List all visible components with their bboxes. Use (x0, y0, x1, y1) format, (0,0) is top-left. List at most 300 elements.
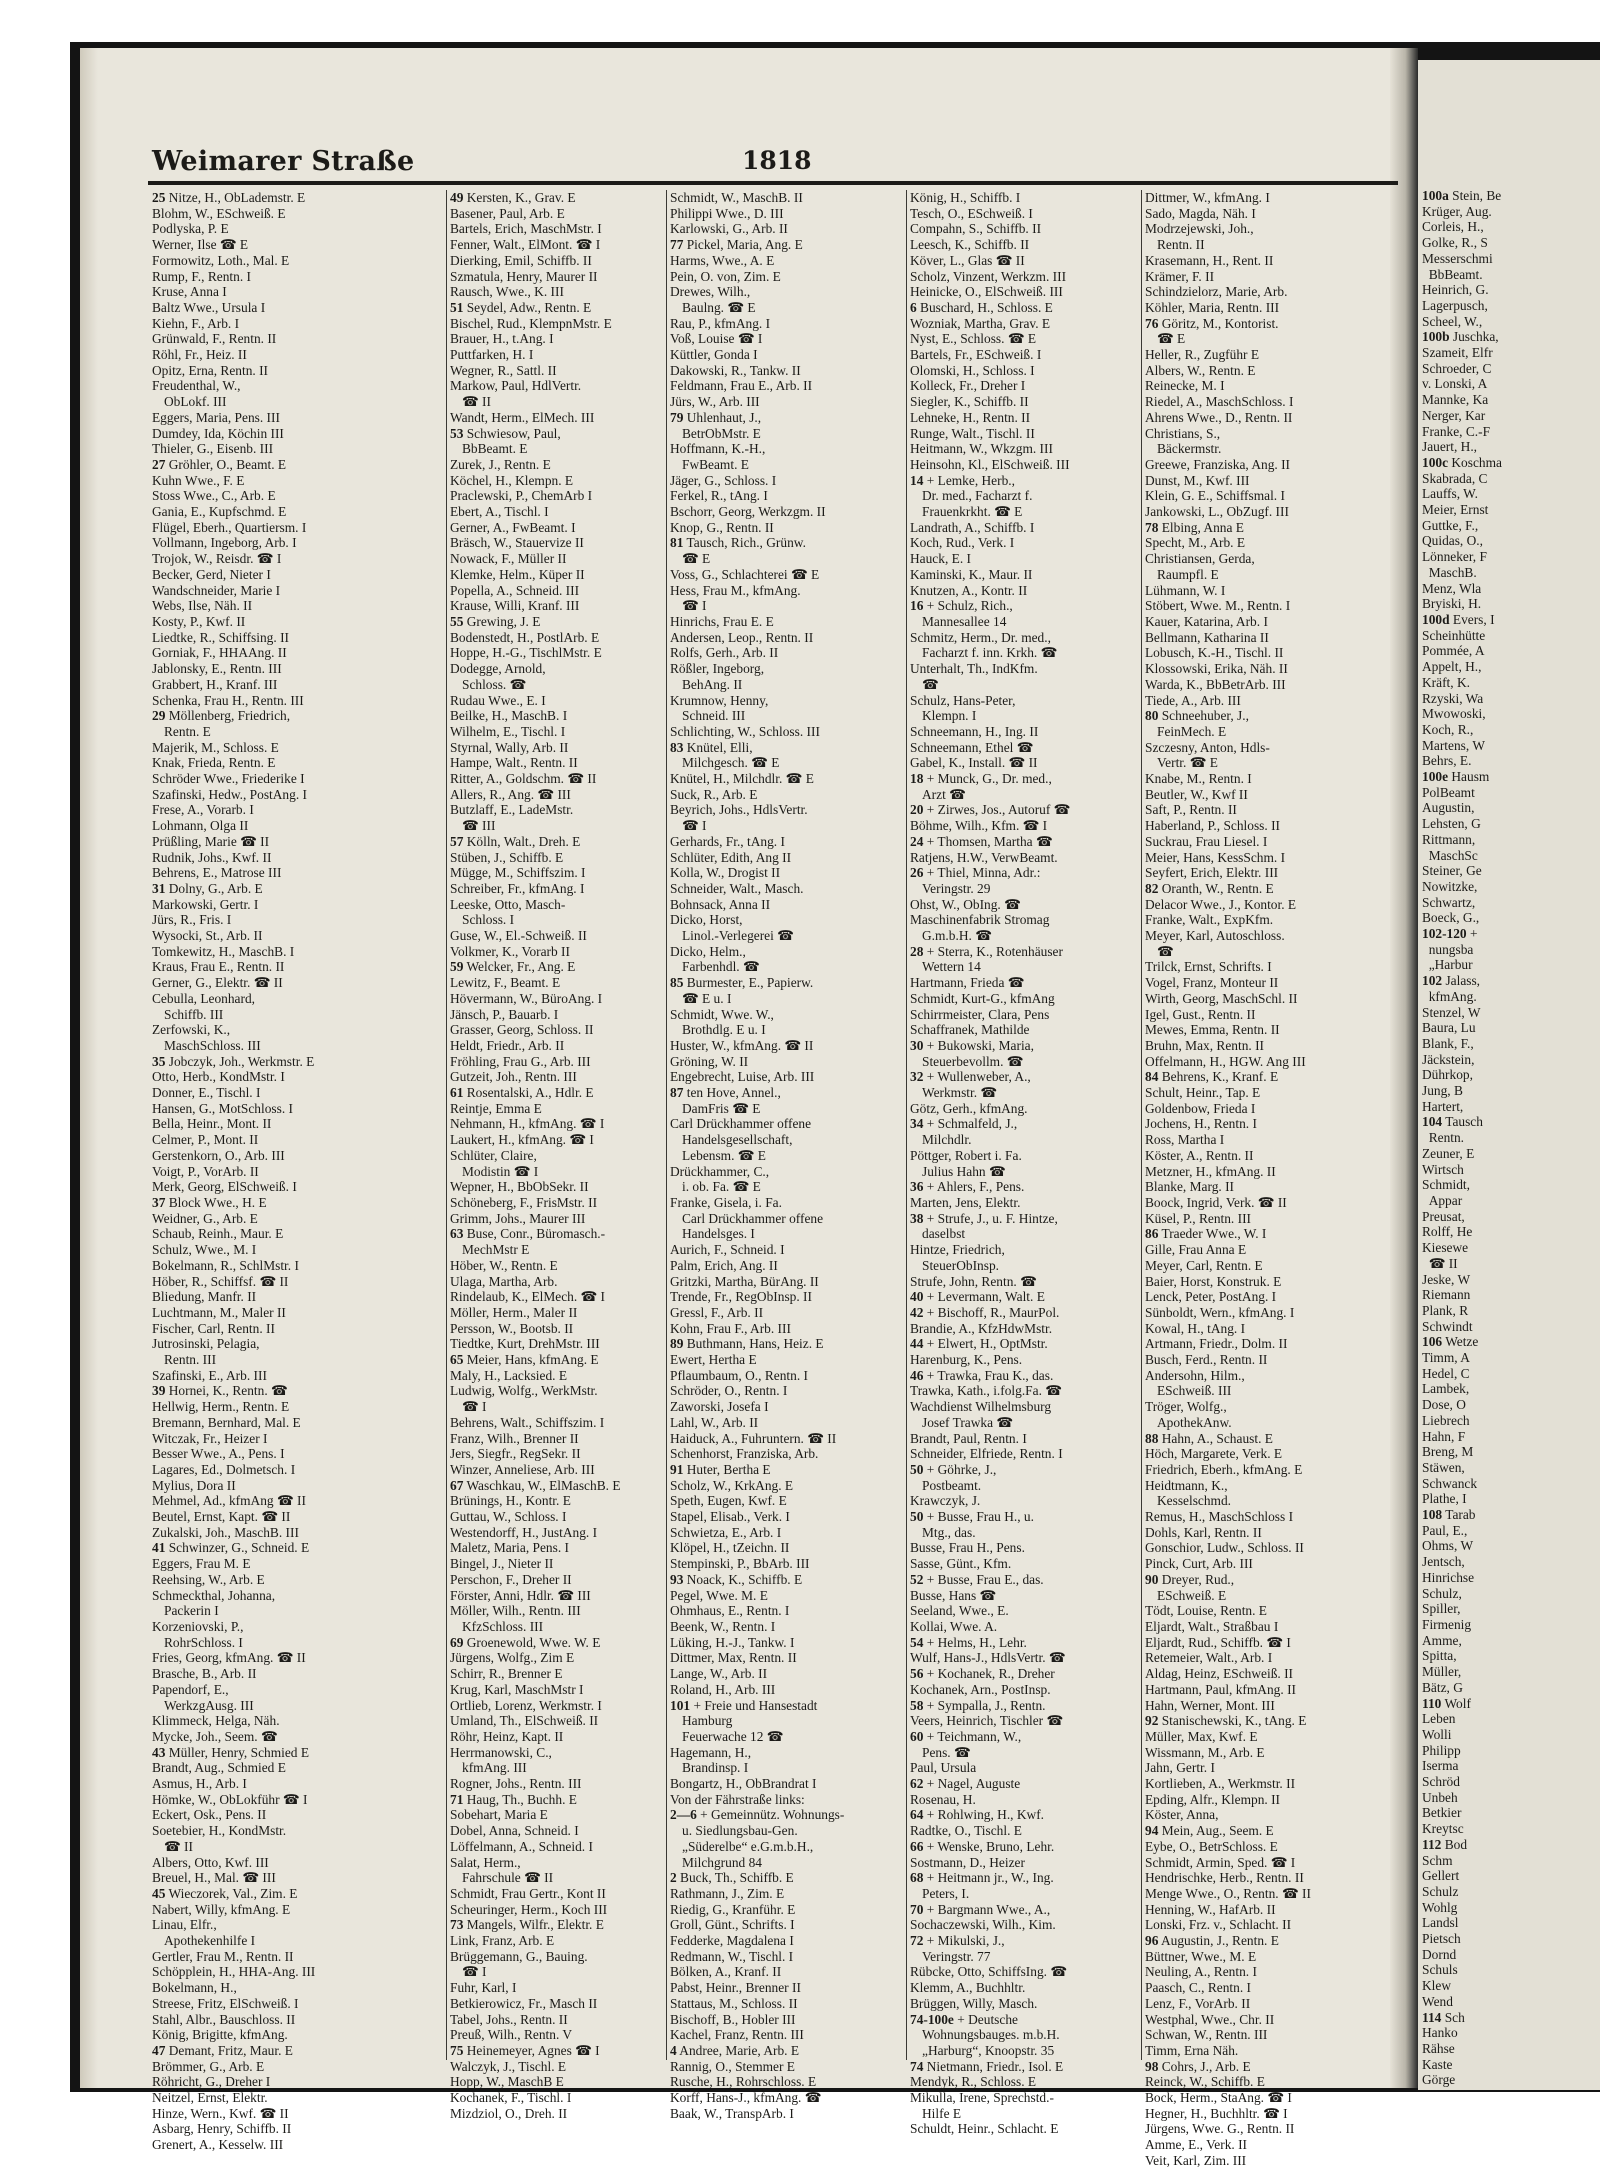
facing-page-entry: Liebrech (1422, 1412, 1470, 1428)
directory-entry: Mikulla, Irene, Sprechstd.- (910, 2090, 1054, 2106)
directory-entry: Handelsgesellschaft, (682, 1132, 793, 1148)
directory-entry: Rusche, H., Rohrschloss. E (670, 2074, 817, 2090)
directory-entry: Eljardt, Rud., Schiffb. ☎ I (1145, 1634, 1291, 1650)
house-number: 32 (910, 1069, 924, 1085)
directory-entry: Lobusch, K.-H., Tischl. II (1145, 645, 1284, 661)
house-number: 104 (1422, 1114, 1443, 1130)
directory-entry: König, H., Schiffb. I (910, 190, 1021, 205)
facing-page-entry: 106 Wetze (1422, 1334, 1479, 1350)
directory-entry: Reintje, Emma E (450, 1100, 542, 1116)
directory-entry: 36 + Ahlers, F., Pens. (910, 1179, 1025, 1195)
directory-entry: Harms, Wwe., A. E (670, 252, 775, 268)
directory-entry: ☎ II (462, 394, 491, 410)
directory-entry: Cebulla, Leonhard, (152, 990, 255, 1006)
directory-entry: Szafinski, E., Arb. III (152, 1367, 267, 1383)
directory-entry: Fedderke, Magdalena I (670, 1933, 794, 1949)
directory-entry: Klöpel, H., tZeichn. II (670, 1540, 790, 1556)
directory-entry: Roland, H., Arb. III (670, 1681, 776, 1697)
directory-entry: Kochanek, Arn., PostInsp. (910, 1681, 1051, 1697)
directory-entry: Röhl, Fr., Heiz. II (152, 347, 247, 363)
directory-entry: Ulaga, Martha, Arb. (450, 1273, 558, 1289)
directory-entry: Streese, Fritz, ElSchweiß. I (152, 1995, 299, 2011)
directory-entry: Schneider, Walt., Masch. (670, 880, 804, 896)
directory-entry: 80 Schneehuber, J., (1145, 708, 1249, 724)
directory-entry: Feldmann, Frau E., Arb. II (670, 378, 813, 394)
directory-entry: ☎ I (682, 598, 707, 614)
directory-entry: Palm, Erich, Ang. II (670, 1257, 778, 1273)
house-number: 79 (670, 409, 684, 425)
directory-entry: Link, Franz, Arb. E (450, 1933, 555, 1949)
directory-entry: Schulz, Wwe., M. I (152, 1242, 257, 1258)
house-number: 101 (670, 1697, 691, 1713)
facing-page-entry: Kreytsc (1422, 1821, 1464, 1837)
house-number: 54 (910, 1634, 924, 1650)
directory-entry: Albers, W., Rentn. E (1145, 362, 1256, 378)
directory-entry: 31 Dolny, G., Arb. E (152, 880, 263, 896)
directory-entry: BetrObMstr. E (682, 425, 761, 441)
directory-entry: Schmidt, Armin, Sped. ☎ I (1145, 1854, 1296, 1870)
house-number: 52 (910, 1571, 924, 1587)
directory-entry: Lagares, Ed., Dolmetsch. I (152, 1461, 296, 1477)
house-number: 60 (910, 1728, 924, 1744)
directory-entry: Steuerbevollm. ☎ (922, 1053, 1024, 1069)
facing-page-entry: Plathe, I (1422, 1491, 1467, 1507)
house-number: 100a (1422, 188, 1449, 203)
directory-entry: Raumpfl. E (1157, 566, 1219, 582)
house-number: 36 (910, 1179, 924, 1195)
directory-entry: Markow, Paul, HdlVertr. (450, 378, 582, 394)
directory-entry: ☎ I (462, 1399, 487, 1415)
directory-entry: Röhricht, G., Dreher I (152, 2074, 271, 2090)
directory-entry: Strufe, John, Rentn. ☎ (910, 1273, 1037, 1289)
facing-page-entry: Schwanck (1422, 1475, 1478, 1491)
directory-entry: Friedrich, Eberh., kfmAng. E (1145, 1461, 1303, 1477)
directory-entry: Schröder, O., Rentn. I (670, 1383, 788, 1399)
directory-entry: Mügge, M., Schiffszim. I (450, 865, 586, 881)
directory-entry: Paul, Ursula (910, 1760, 977, 1776)
directory-entry: Schlüter, Edith, Ang II (670, 849, 792, 865)
house-number: 92 (1145, 1713, 1159, 1729)
house-number: 62 (910, 1776, 924, 1792)
directory-entry: Wohnungsbauges. m.b.H. (922, 2027, 1060, 2043)
directory-entry: Hendrischke, Herb., Rentn. II (1145, 1870, 1304, 1886)
directory-entry: Schmidt, Wwe. W., (670, 1006, 774, 1022)
house-number: 40 (910, 1289, 924, 1305)
directory-entry: Lebensm. ☎ E (682, 1147, 766, 1163)
directory-entry: 42 + Bischoff, R., MaurPol. (910, 1304, 1060, 1320)
directory-entry: Farbenhdl. ☎ (682, 959, 760, 975)
directory-entry: WerkzgAusg. III (164, 1697, 254, 1713)
directory-entry: Klossowski, Erika, Näh. II (1145, 661, 1288, 677)
house-number: 56 (910, 1666, 924, 1682)
directory-entry: Kowal, H., tAng. I (1145, 1320, 1246, 1336)
facing-page-entry: Preusat, (1422, 1208, 1465, 1224)
directory-entry: Boock, Ingrid, Verk. ☎ II (1145, 1195, 1287, 1210)
directory-entry: Remus, H., MaschSchloss I (1145, 1509, 1294, 1525)
house-number: 50 (910, 1461, 924, 1477)
directory-entry: 49 Kersten, K., Grav. E (450, 190, 576, 205)
directory-entry: Wirth, Georg, MaschSchl. II (1145, 990, 1298, 1006)
directory-entry: 61 Rosentalski, A., Hdlr. E (450, 1085, 594, 1101)
facing-page-entry: Boeck, G., (1422, 910, 1480, 926)
directory-entry: Asmus, H., Arb. I (152, 1776, 247, 1792)
directory-entry: Eggers, Maria, Pens. III (152, 409, 280, 425)
directory-entry: Hellwig, Herm., Rentn. E (152, 1399, 290, 1415)
directory-entry: Metzner, H., kfmAng. II (1145, 1163, 1276, 1179)
facing-page-entry: Müller, (1422, 1664, 1462, 1680)
directory-entry: 57 Kölln, Walt., Dreh. E (450, 833, 581, 849)
house-number: 100e (1422, 769, 1449, 785)
directory-entry: Ratjens, H.W., VerwBeamt. (910, 849, 1058, 865)
facing-page-entry: Rittmann, (1422, 831, 1476, 847)
house-number: 58 (910, 1697, 924, 1713)
directory-entry: Papendorf, E., (152, 1681, 229, 1697)
directory-entry: Schmitz, Herm., Dr. med., (910, 629, 1051, 645)
directory-entry: Bokelmann, H., (152, 1980, 237, 1996)
facing-page-entry: Wohlg (1422, 1899, 1458, 1915)
directory-entry: Hoppe, H.-G., TischlMstr. E (450, 645, 602, 661)
house-number: 31 (152, 880, 166, 896)
directory-entry: Amme, E., Verk. II (1145, 2137, 1248, 2153)
house-number: 2 (670, 1870, 677, 1886)
directory-entry: Schlichting, W., Schloss. III (670, 723, 820, 739)
directory-entry: Löffelmann, A., Schneid. I (450, 1838, 593, 1854)
house-number: 44 (910, 1336, 924, 1352)
facing-page-entry: Steiner, Ge (1422, 863, 1482, 879)
directory-entry: 82 Oranth, W., Rentn. E (1145, 880, 1274, 896)
header-rule (148, 181, 1398, 185)
house-number: 85 (670, 975, 684, 991)
directory-entry: Busse, Frau H., Pens. (910, 1540, 1025, 1556)
directory-entry: Jürs, W., Arb. III (670, 394, 760, 410)
directory-entry: ☎ E u. I (682, 990, 732, 1006)
directory-entry: Zaworski, Josefa I (670, 1399, 769, 1415)
directory-entry: Lonski, Frz. v., Schlacht. II (1145, 1917, 1292, 1933)
directory-entry: Drückhammer, C., (670, 1163, 770, 1179)
directory-entry: Rau, P., kfmAng. I (670, 315, 771, 331)
directory-entry: Engebrecht, Luise, Arb. III (670, 1069, 815, 1085)
directory-entry: Kochanek, F., Tischl. I (450, 2090, 572, 2106)
directory-entry: Schneemann, Ethel ☎ (910, 739, 1034, 755)
directory-entry: Gröning, W. II (670, 1053, 749, 1069)
directory-entry: Dakowski, R., Tankw. II (670, 362, 801, 378)
facing-page-entry: Blank, F., (1422, 1035, 1474, 1051)
directory-entry: Betkierowicz, Fr., Masch II (450, 1995, 598, 2011)
directory-entry: Korzeniovski, P., (152, 1618, 244, 1634)
house-number: 18 (910, 771, 924, 787)
directory-entry: Zurek, J., Rentn. E (450, 456, 551, 472)
directory-entry: Rentn. E (164, 723, 211, 739)
directory-entry: Scholz, W., KrkAng. E (670, 1477, 794, 1493)
facing-page-entry: Firmenig (1422, 1616, 1472, 1632)
directory-entry: Veringstr. 77 (922, 1948, 991, 1964)
directory-entry: Krug, Karl, MaschMstr I (450, 1681, 584, 1697)
facing-page-entry: Mwowoski, (1422, 706, 1486, 722)
directory-entry: ☎ (922, 676, 939, 692)
directory-entry: Rudau Wwe., E. I (450, 692, 546, 708)
directory-entry: Handelsges. I (682, 1226, 755, 1242)
directory-entry: Gerstenkorn, O., Arb. III (152, 1147, 285, 1163)
directory-entry: Knütel, H., Milchdlr. ☎ E (670, 771, 814, 787)
directory-entry: Persson, W., Bootsb. II (450, 1320, 574, 1336)
facing-page-entry: Zeuner, E (1422, 1145, 1475, 1161)
directory-entry: Franz, Wilh., Brenner II (450, 1430, 579, 1446)
facing-page-entry: Golke, R., S (1422, 235, 1488, 251)
directory-entry: 83 Knütel, Elli, (670, 739, 753, 755)
facing-page-entry: Schroeder, C (1422, 360, 1492, 376)
directory-entry: Fröhling, Frau G., Arb. III (450, 1053, 591, 1069)
directory-entry: Lohmann, Olga II (152, 818, 249, 834)
directory-entry: Schreiber, Fr., kfmAng. I (450, 880, 585, 896)
house-number: 88 (1145, 1430, 1159, 1446)
directory-entry: Mycke, Joh., Seem. ☎ (152, 1728, 278, 1744)
directory-entry: G.m.b.H. ☎ (922, 928, 992, 944)
directory-entry: Gutzeit, Joh., Rentn. III (450, 1069, 577, 1085)
house-number: 81 (670, 535, 684, 551)
directory-entry: Rentn. III (164, 1352, 217, 1368)
directory-entry: Ewert, Hertha E (670, 1352, 757, 1368)
facing-page-entry: Wolli (1422, 1726, 1452, 1742)
facing-page-entry: Krüger, Aug. (1422, 203, 1492, 219)
house-number: 27 (152, 456, 166, 472)
directory-entry: 53 Schwiesow, Paul, (450, 425, 561, 441)
directory-entry: Formowitz, Loth., Mal. E (152, 252, 290, 268)
directory-entry: Busse, Hans ☎ (910, 1587, 997, 1603)
facing-page-entry: Lehsten, G (1422, 816, 1481, 832)
directory-entry: Bodenstedt, H., PostlArb. E (450, 629, 600, 645)
directory-entry: Tödt, Louise, Rentn. E (1145, 1603, 1267, 1619)
directory-entry: Schult, Heinr., Tap. E (1145, 1085, 1261, 1101)
directory-entry: 64 + Rohlwing, H., Kwf. (910, 1807, 1045, 1823)
directory-entry: SteuerObInsp. (922, 1257, 999, 1273)
directory-entry: Krasemann, H., Rent. II (1145, 252, 1274, 268)
house-number: 73 (450, 1917, 464, 1933)
directory-entry: Rindelaub, K., ElMech. ☎ I (450, 1289, 606, 1305)
directory-entry: Winzer, Anneliese, Arb. III (450, 1461, 595, 1477)
facing-page-entry: Rentn. (1422, 1130, 1465, 1146)
directory-entry: Kuhn Wwe., F. E (152, 472, 245, 488)
facing-page-entry: Baura, Lu (1422, 1020, 1476, 1036)
directory-entry: Klemke, Helm., Küper II (450, 566, 585, 582)
directory-entry: Bohnsack, Anna II (670, 896, 771, 912)
directory-entry: Riedig, G., Kranführ. E (670, 1901, 796, 1917)
facing-page-entry: 112 Bod (1422, 1836, 1468, 1852)
directory-entry: Donner, E., Tischl. I (152, 1085, 261, 1101)
directory-entry: FeinMech. E (1157, 723, 1227, 739)
directory-entry: Brothdlg. E u. I (682, 1022, 766, 1038)
directory-entry: Korff, Hans-J., kfmAng. ☎ (670, 2090, 822, 2106)
directory-entry: Grenert, A., Kesselw. III (152, 2137, 284, 2153)
directory-entry: DamFris ☎ E (682, 1100, 761, 1116)
house-number: 80 (1145, 708, 1159, 724)
directory-entry: Tiedtke, Kurt, DrehMstr. III (450, 1336, 600, 1352)
house-number: 106 (1422, 1334, 1443, 1350)
directory-entry: Rentn. II (1157, 237, 1205, 253)
house-number: 83 (670, 739, 684, 755)
directory-entry: BehAng. II (682, 676, 743, 692)
house-number: 64 (910, 1807, 924, 1823)
directory-entry: Stahl, Albr., Bauschloss. II (152, 2011, 296, 2027)
directory-entry: Bremann, Bernhard, Mal. E (152, 1414, 301, 1430)
directory-entry: 60 + Teichmann, W., (910, 1728, 1022, 1744)
directory-entry: Hampe, Walt., Rentn. II (450, 755, 578, 771)
directory-entry: Stüben, J., Schiffb. E (450, 849, 564, 865)
directory-entry: „Harburg“, Knoopstr. 35 (922, 2042, 1055, 2058)
directory-entry: Meier, Hans, KessSchm. I (1145, 849, 1286, 865)
directory-entry: Herrmanowski, C., (450, 1744, 552, 1760)
directory-entry: 28 + Sterra, K., Rotenhäuser (910, 943, 1063, 959)
directory-entry: Tiede, A., Arb. III (1145, 692, 1241, 708)
directory-entry: ESchweiß. III (1157, 1383, 1232, 1399)
directory-entry: Gerhards, Fr., tAng. I (670, 833, 785, 849)
directory-entry: 56 + Kochanek, R., Dreher (910, 1666, 1055, 1682)
facing-page-entry: Meier, Ernst (1422, 502, 1489, 518)
house-number: 112 (1422, 1836, 1442, 1852)
directory-entry: Mtg., das. (922, 1524, 976, 1540)
house-number: 6 (910, 299, 917, 315)
house-number: 59 (450, 959, 464, 975)
facing-page-entry: 108 Tarab (1422, 1507, 1476, 1523)
directory-entry: Retemeier, Walt., Arb. I (1145, 1650, 1273, 1666)
facing-page-entry: Schwindt (1422, 1318, 1473, 1334)
directory-entry: MechMstr E (462, 1242, 530, 1258)
facing-page-entry: 100c Koschma (1422, 454, 1502, 470)
directory-entry: Rausch, Wwe., K. III (450, 284, 564, 300)
facing-page-entry: Jäckstein, (1422, 1051, 1475, 1067)
directory-entry: Bschorr, Georg, Werkzgm. II (670, 504, 826, 520)
directory-entry: Podlyska, P. E (152, 221, 229, 237)
directory-entry: Mendyk, R., Schloss. E (910, 2074, 1037, 2090)
directory-entry: Szczesny, Anton, Hdls- (1145, 739, 1270, 755)
directory-entry: Klein, G. E., Schiffsmal. I (1145, 488, 1285, 504)
facing-page-entry: Szameit, Elfr (1422, 345, 1493, 361)
directory-entry: Gille, Frau Anna E (1145, 1242, 1247, 1258)
facing-page-entry: 102 Jalass, (1422, 973, 1481, 989)
facing-page-entry: Appar (1422, 1193, 1463, 1208)
directory-entry: Schaub, Reinh., Maur. E (152, 1226, 284, 1242)
directory-entry: RohrSchloss. I (164, 1634, 243, 1650)
house-number: 39 (152, 1383, 166, 1399)
directory-entry: Eggers, Frau M. E (152, 1556, 251, 1572)
directory-entry: Brünings, H., Kontr. E (450, 1493, 571, 1509)
directory-entry: Knutzen, A., Kontr. II (910, 582, 1028, 598)
directory-entry: 32 + Wullenweber, A., (910, 1069, 1031, 1085)
directory-entry: 92 Stanischewski, K., tAng. E (1145, 1713, 1307, 1729)
directory-entry: Ohmhaus, E., Rentn. I (670, 1603, 790, 1619)
directory-entry: Radtke, O., Tischl. E (910, 1823, 1022, 1839)
directory-entry: Carl Drückhammer offene (682, 1210, 824, 1226)
facing-page-entry: Behrs, E. (1422, 753, 1472, 769)
directory-entry: Köster, A., Rentn. II (1145, 1147, 1254, 1163)
section-heading: Von der Fährstraße links: (670, 1791, 805, 1807)
directory-entry: 73 Mangels, Wilfr., Elektr. E (450, 1917, 604, 1933)
facing-page-entry: Spitta, (1422, 1648, 1457, 1664)
directory-entry: Volkmer, K., Vorarb II (450, 943, 570, 959)
directory-entry: 74 Nietmann, Friedr., Isol. E (910, 2058, 1064, 2074)
directory-entry: Flügel, Eberh., Quartiersm. I (152, 519, 307, 535)
directory-entry: Hartmann, Paul, kfmAng. II (1145, 1681, 1296, 1697)
facing-page-entry: PolBeamt (1422, 784, 1475, 800)
directory-entry: Opitz, Erna, Rentn. II (152, 362, 269, 378)
facing-page-entry: Nerger, Kar (1422, 407, 1486, 423)
directory-entry: Heinsohn, Kl., ElSchweiß. III (910, 456, 1070, 472)
directory-entry: Grabbert, H., Kranf. III (152, 676, 278, 692)
house-number: 71 (450, 1791, 464, 1807)
directory-entry: Dierking, Emil, Schiffb. II (450, 252, 592, 268)
directory-entry: Feuerwache 12 ☎ (682, 1728, 784, 1744)
house-number: 77 (670, 237, 684, 253)
directory-entry: Mizdziol, O., Dreh. II (450, 2105, 568, 2121)
directory-entry: Kraus, Frau E., Rentn. II (152, 959, 285, 975)
directory-entry: 47 Demant, Fritz, Maur. E (152, 2042, 293, 2058)
directory-entry: Beutler, W., Kwf II (1145, 786, 1248, 802)
directory-entry: Sochaczewski, Wilh., Kim. (910, 1917, 1056, 1933)
facing-page-entry: Guttke, F., (1422, 517, 1479, 533)
directory-entry: Werner, Ilse ☎ E (152, 237, 249, 253)
directory-entry: 50 + Busse, Frau H., u. (910, 1509, 1034, 1525)
directory-entry: Schlüter, Claire, (450, 1147, 537, 1163)
directory-entry: Schiffb. III (164, 1006, 224, 1022)
directory-entry: Bingel, J., Nieter II (450, 1556, 554, 1572)
directory-entry: Kiehn, F., Arb. I (152, 315, 240, 331)
directory-entry: Jäger, G., Schloss. I (670, 472, 777, 488)
directory-entry: Suck, R., Arb. E (670, 786, 758, 802)
directory-entry: Styrnal, Wally, Arb. II (450, 739, 569, 755)
directory-entry: Dohls, Karl, Rentn. II (1145, 1524, 1262, 1540)
house-number: 42 (910, 1304, 924, 1320)
directory-entry: Seyfert, Erich, Elektr. III (1145, 865, 1279, 881)
facing-page-entry: MaschSc (1422, 847, 1478, 863)
directory-entry: Schmeckthal, Johanna, (152, 1587, 276, 1603)
house-number: 50 (910, 1509, 924, 1525)
directory-entry: Kosty, P., Kwf. II (152, 613, 246, 629)
directory-entry: Praclewski, P., ChemArb I (450, 488, 593, 504)
directory-entry: Nabert, Willy, kfmAng. E (152, 1901, 291, 1917)
facing-page-entry: Pommée, A (1422, 643, 1485, 659)
directory-entry: Fischer, Carl, Rentn. II (152, 1320, 275, 1336)
house-number: 76 (1145, 315, 1159, 331)
directory-entry: Ferkel, R., tAng. I (670, 488, 768, 504)
house-number: 49 (450, 190, 464, 205)
directory-entry: Schröder Wwe., Friederike I (152, 771, 305, 787)
directory-entry: 35 Jobczyk, Joh., Werkmstr. E (152, 1053, 315, 1069)
directory-entry: Markowski, Gertr. I (152, 896, 259, 912)
house-number: 41 (152, 1540, 166, 1556)
facing-page-entry: Lambek, (1422, 1381, 1470, 1397)
house-number: 35 (152, 1053, 166, 1069)
directory-entry: ☎ E (682, 551, 711, 567)
directory-entry: Grimm, Johs., Maurer III (450, 1210, 586, 1226)
directory-entry: Siegler, K., Schiffb. II (910, 394, 1029, 410)
column-divider (1141, 190, 1142, 2060)
directory-entry: Hartmann, Frieda ☎ (910, 975, 1025, 991)
directory-entry: Gerner, G., Elektr. ☎ II (152, 975, 283, 991)
directory-entry: Haberland, P., Schloss. II (1145, 818, 1281, 834)
directory-entry: Veers, Heinrich, Tischler ☎ (910, 1713, 1064, 1729)
directory-entry: Neuling, A., Rentn. I (1145, 1964, 1257, 1980)
directory-entry: Puttfarken, H. I (450, 347, 534, 363)
directory-entry: 27 Gröhler, O., Beamt. E (152, 456, 287, 472)
directory-entry: Bölken, A., Kranf. II (670, 1964, 782, 1980)
directory-entry: Büttner, Wwe., M. E (1145, 1948, 1257, 1964)
directory-entry: Trawka, Kath., i.folg.Fa. ☎ (910, 1383, 1062, 1399)
directory-entry: 79 Uhlenhaut, J., (670, 409, 762, 425)
directory-entry: Baier, Horst, Konstruk. E (1145, 1273, 1282, 1289)
house-number: 43 (152, 1744, 166, 1760)
directory-entry: 98 Cohrs, J., Arb. E (1145, 2058, 1251, 2074)
directory-entry: Laukert, H., kfmAng. ☎ I (450, 1132, 594, 1148)
facing-page (1418, 60, 1600, 2090)
